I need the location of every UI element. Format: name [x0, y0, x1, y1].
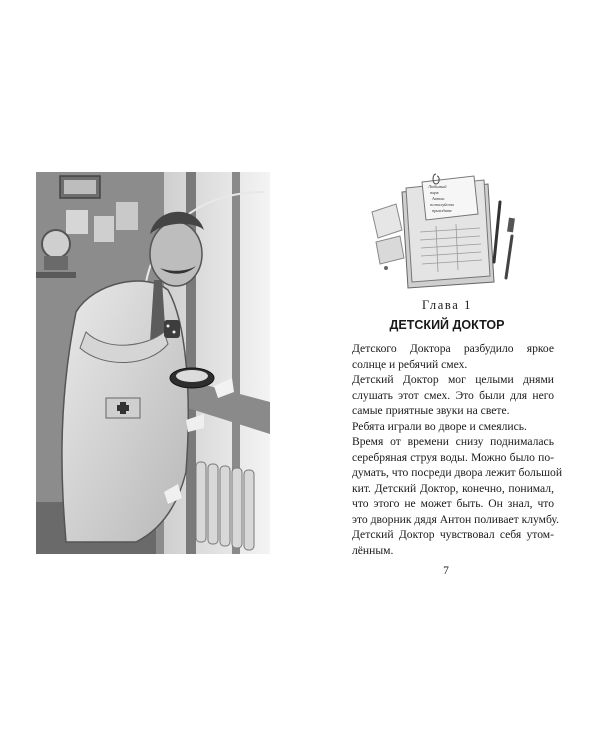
text-line: Время от времени снизу поднималась: [352, 435, 554, 448]
doctor-illustration-drawing: [36, 172, 270, 554]
note-line-3: Антон: [432, 196, 445, 201]
paragraph: [340, 434, 563, 527]
paragraph: [340, 419, 554, 435]
text-line: солнце и ребячий смех.: [352, 357, 468, 371]
text-line: серебряная струя воды. Можно было по-: [352, 450, 554, 464]
text-line: Детский Доктор чувствовал себя утом-: [352, 528, 554, 541]
text-line: это дворник дядя Антон поливает клумбу.: [352, 512, 559, 526]
page-number: 7: [443, 565, 449, 577]
text-line: слушать этот смех. Это были для него: [352, 388, 554, 402]
papers-vignette: [366, 172, 528, 292]
text-line: Детский Доктор мог целыми днями: [352, 373, 554, 386]
text-line: Ребята играли во дворе и смеялись.: [352, 419, 527, 433]
note-line-4: пожалуйста: [430, 202, 454, 207]
paragraph: [340, 341, 554, 372]
paragraph: [340, 527, 554, 558]
note-line-1: Любимый: [428, 184, 447, 189]
chapter-text: [340, 341, 563, 558]
note-line-2: парк: [430, 190, 439, 195]
text-line: Детского Доктора разбудило яркое: [352, 342, 554, 355]
note-line-5: приходите: [432, 208, 453, 213]
papers-vignette-drawing: [366, 172, 528, 292]
text-line: лённым.: [352, 543, 394, 557]
doctor-illustration: [36, 172, 270, 554]
chapter-label: Глава 1: [422, 298, 472, 312]
text-line: думать, что посреди двора лежит большой: [352, 466, 563, 479]
text-line: что этого не может быть. Он знал, что: [352, 497, 554, 510]
text-line: самые приятные звуки на свете.: [352, 404, 510, 417]
chapter-title: ДЕТСКИЙ ДОКТОР: [389, 318, 505, 332]
text-line: кит. Детский Доктор, конечно, понимал,: [352, 481, 554, 495]
paragraph: [340, 372, 554, 419]
